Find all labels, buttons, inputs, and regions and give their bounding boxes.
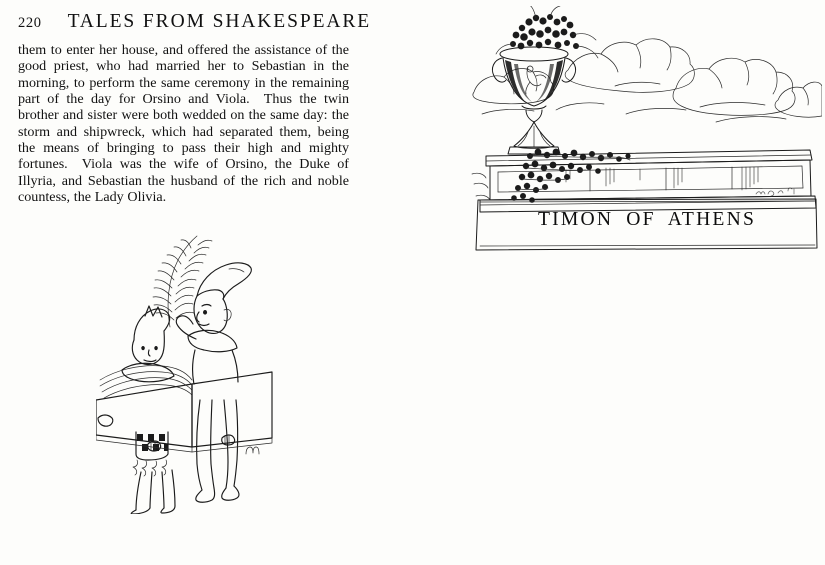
running-head [18, 11, 372, 37]
recto-page [412, 0, 825, 565]
verso-folio: 220 [18, 15, 42, 31]
urn-on-balustrade-with-clouds-illustration [470, 6, 822, 214]
running-head-title: TALES FROM SHAKESPEARE [67, 11, 372, 32]
verso-page [0, 0, 412, 565]
two-elf-children-reading-book-illustration [96, 232, 286, 514]
verso-body-text [18, 42, 349, 205]
chapter-title: TIMON OF ATHENS [537, 209, 757, 230]
verso-paragraph: them to enter her house, and offered the assistance of the good priest, who had married her to Sebastian in the morning, to perform the same ceremony in the remaining part of the day for Orsino and Viola. Thus the twin brother and sister were both wedded on the same day: the storm and shipwreck, which had separated them, being the means of bringing to pass their high and mighty fortunes. Viola was the wife of Orsino, the Duke of Illyria, and Sebastian the husband of the rich and noble countess, the Lady Olivia. [18, 42, 349, 206]
